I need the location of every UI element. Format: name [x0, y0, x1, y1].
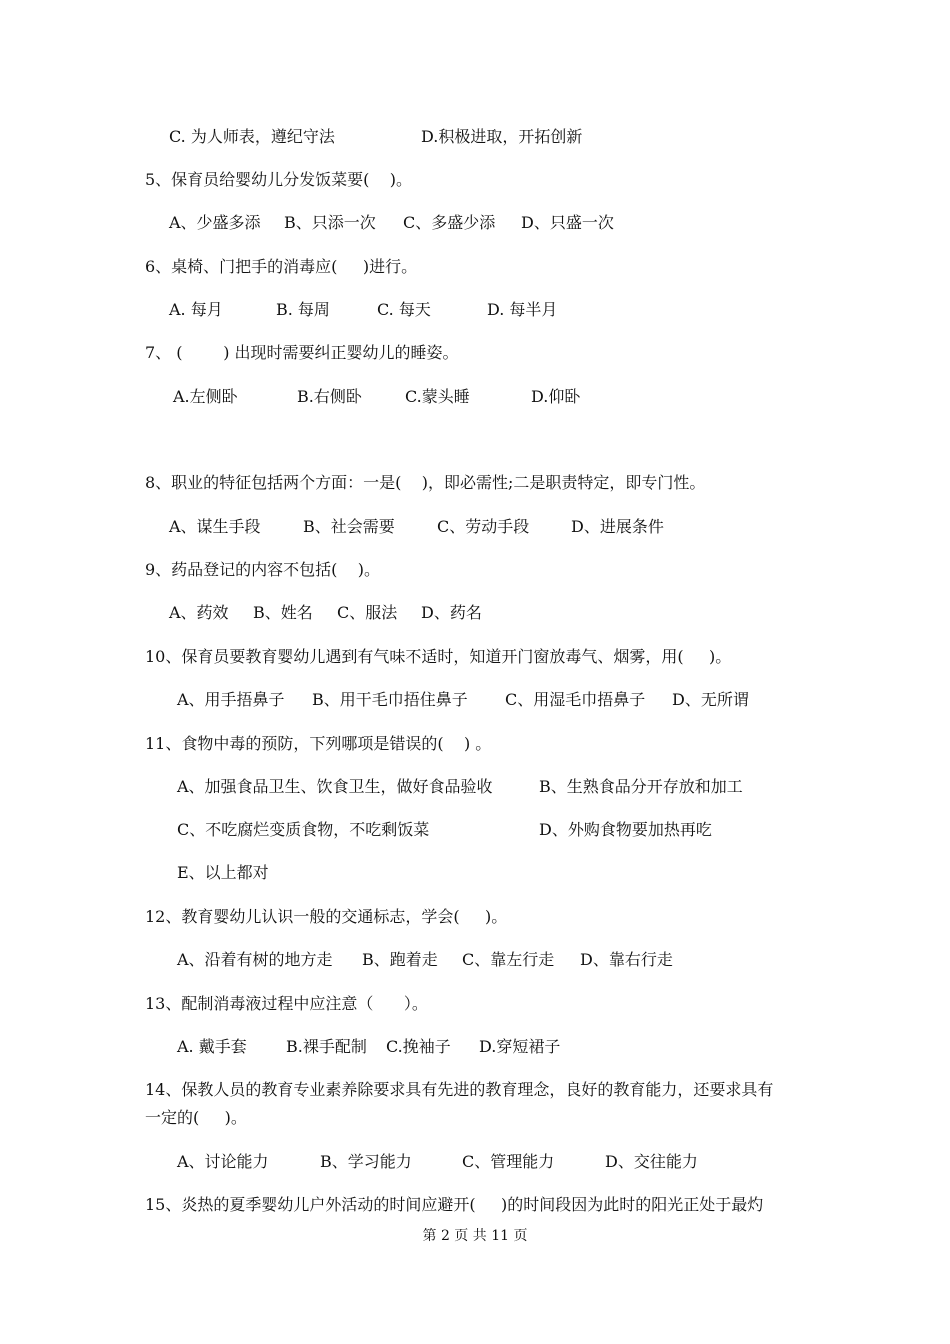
- q8-option-c: C、劳动手段: [437, 517, 530, 536]
- question-9-stem: 9、药品登记的内容不包括( )。: [145, 560, 381, 579]
- q8-option-a: A、谋生手段: [169, 517, 261, 536]
- question-7-stem: 7、 ( ) 出现时需要纠正婴幼儿的睡姿。: [145, 343, 459, 362]
- q6-option-d: D. 每半月: [487, 300, 558, 319]
- q12-option-c: C、靠左行走: [462, 950, 555, 969]
- question-13-stem: 13、配制消毒液过程中应注意（ ）。: [145, 994, 428, 1013]
- q14-option-c: C、管理能力: [462, 1152, 555, 1171]
- q12-option-d: D、靠右行走: [580, 950, 673, 969]
- question-6-stem: 6、桌椅、门把手的消毒应( )进行。: [145, 257, 418, 276]
- q10-option-a: A、用手捂鼻子: [177, 690, 285, 709]
- q6-option-c: C. 每天: [377, 300, 431, 319]
- q14-option-b: B、学习能力: [320, 1152, 412, 1171]
- q14-option-a: A、讨论能力: [177, 1152, 269, 1171]
- q9-option-d: D、药名: [421, 603, 482, 622]
- q7-option-c: C.蒙头睡: [405, 387, 470, 406]
- question-14-stem-line-1: 14、保教人员的教育专业素养除要求具有先进的教育理念，良好的教育能力，还要求具有: [145, 1080, 774, 1099]
- q5-option-d: D、只盛一次: [521, 213, 614, 232]
- question-8-stem: 8、职业的特征包括两个方面：一是( )，即必需性;二是职责特定，即专门性。: [145, 473, 706, 492]
- q6-option-b: B. 每周: [276, 300, 330, 319]
- q11-option-c: C、不吃腐烂变质食物，不吃剩饭菜: [177, 820, 430, 839]
- question-12-stem: 12、教育婴幼儿认识一般的交通标志，学会( )。: [145, 907, 508, 926]
- q12-option-a: A、沿着有树的地方走: [177, 950, 333, 969]
- q7-option-d: D.仰卧: [531, 387, 581, 406]
- q11-option-b: B、生熟食品分开存放和加工: [539, 777, 743, 796]
- q10-option-b: B、用干毛巾捂住鼻子: [312, 690, 468, 709]
- q13-option-c: C.挽袖子: [386, 1037, 451, 1056]
- q10-option-d: D、无所谓: [672, 690, 749, 709]
- q11-option-a: A、加强食品卫生、饮食卫生，做好食品验收: [177, 777, 493, 796]
- q13-option-d: D.穿短裙子: [479, 1037, 561, 1056]
- q13-option-a: A. 戴手套: [177, 1037, 247, 1056]
- question-5-stem: 5、保育员给婴幼儿分发饭菜要( )。: [145, 170, 413, 189]
- q5-option-b: B、只添一次: [284, 213, 376, 232]
- q11-option-d: D、外购食物要加热再吃: [539, 820, 712, 839]
- q13-option-b: B.裸手配制: [286, 1037, 367, 1056]
- question-14-stem-line-2: 一定的( )。: [145, 1108, 247, 1127]
- q9-option-b: B、姓名: [253, 603, 313, 622]
- q11-option-e: E、以上都对: [177, 863, 269, 882]
- q12-option-b: B、跑着走: [362, 950, 438, 969]
- q9-option-a: A、药效: [169, 603, 229, 622]
- q14-option-d: D、交往能力: [605, 1152, 698, 1171]
- q10-option-c: C、用湿毛巾捂鼻子: [505, 690, 646, 709]
- q4-option-c: C. 为人师表，遵纪守法: [169, 127, 335, 146]
- question-15-stem: 15、炎热的夏季婴幼儿户外活动的时间应避开( )的时间段因为此时的阳光正处于最灼: [145, 1195, 764, 1214]
- q7-option-b: B.右侧卧: [297, 387, 362, 406]
- q4-option-d: D.积极进取，开拓创新: [421, 127, 583, 146]
- q7-option-a: A.左侧卧: [173, 387, 238, 406]
- question-11-stem: 11、食物中毒的预防，下列哪项是错误的( ) 。: [145, 734, 492, 753]
- q8-option-b: B、社会需要: [303, 517, 395, 536]
- q9-option-c: C、服法: [337, 603, 398, 622]
- q8-option-d: D、进展条件: [571, 517, 664, 536]
- q5-option-c: C、多盛少添: [403, 213, 496, 232]
- page-footer: 第 2 页 共 11 页: [422, 1228, 528, 1244]
- q6-option-a: A. 每月: [169, 300, 223, 319]
- question-10-stem: 10、保育员要教育婴幼儿遇到有气味不适时，知道开门窗放毒气、烟雾，用( )。: [145, 647, 732, 666]
- q5-option-a: A、少盛多添: [169, 213, 261, 232]
